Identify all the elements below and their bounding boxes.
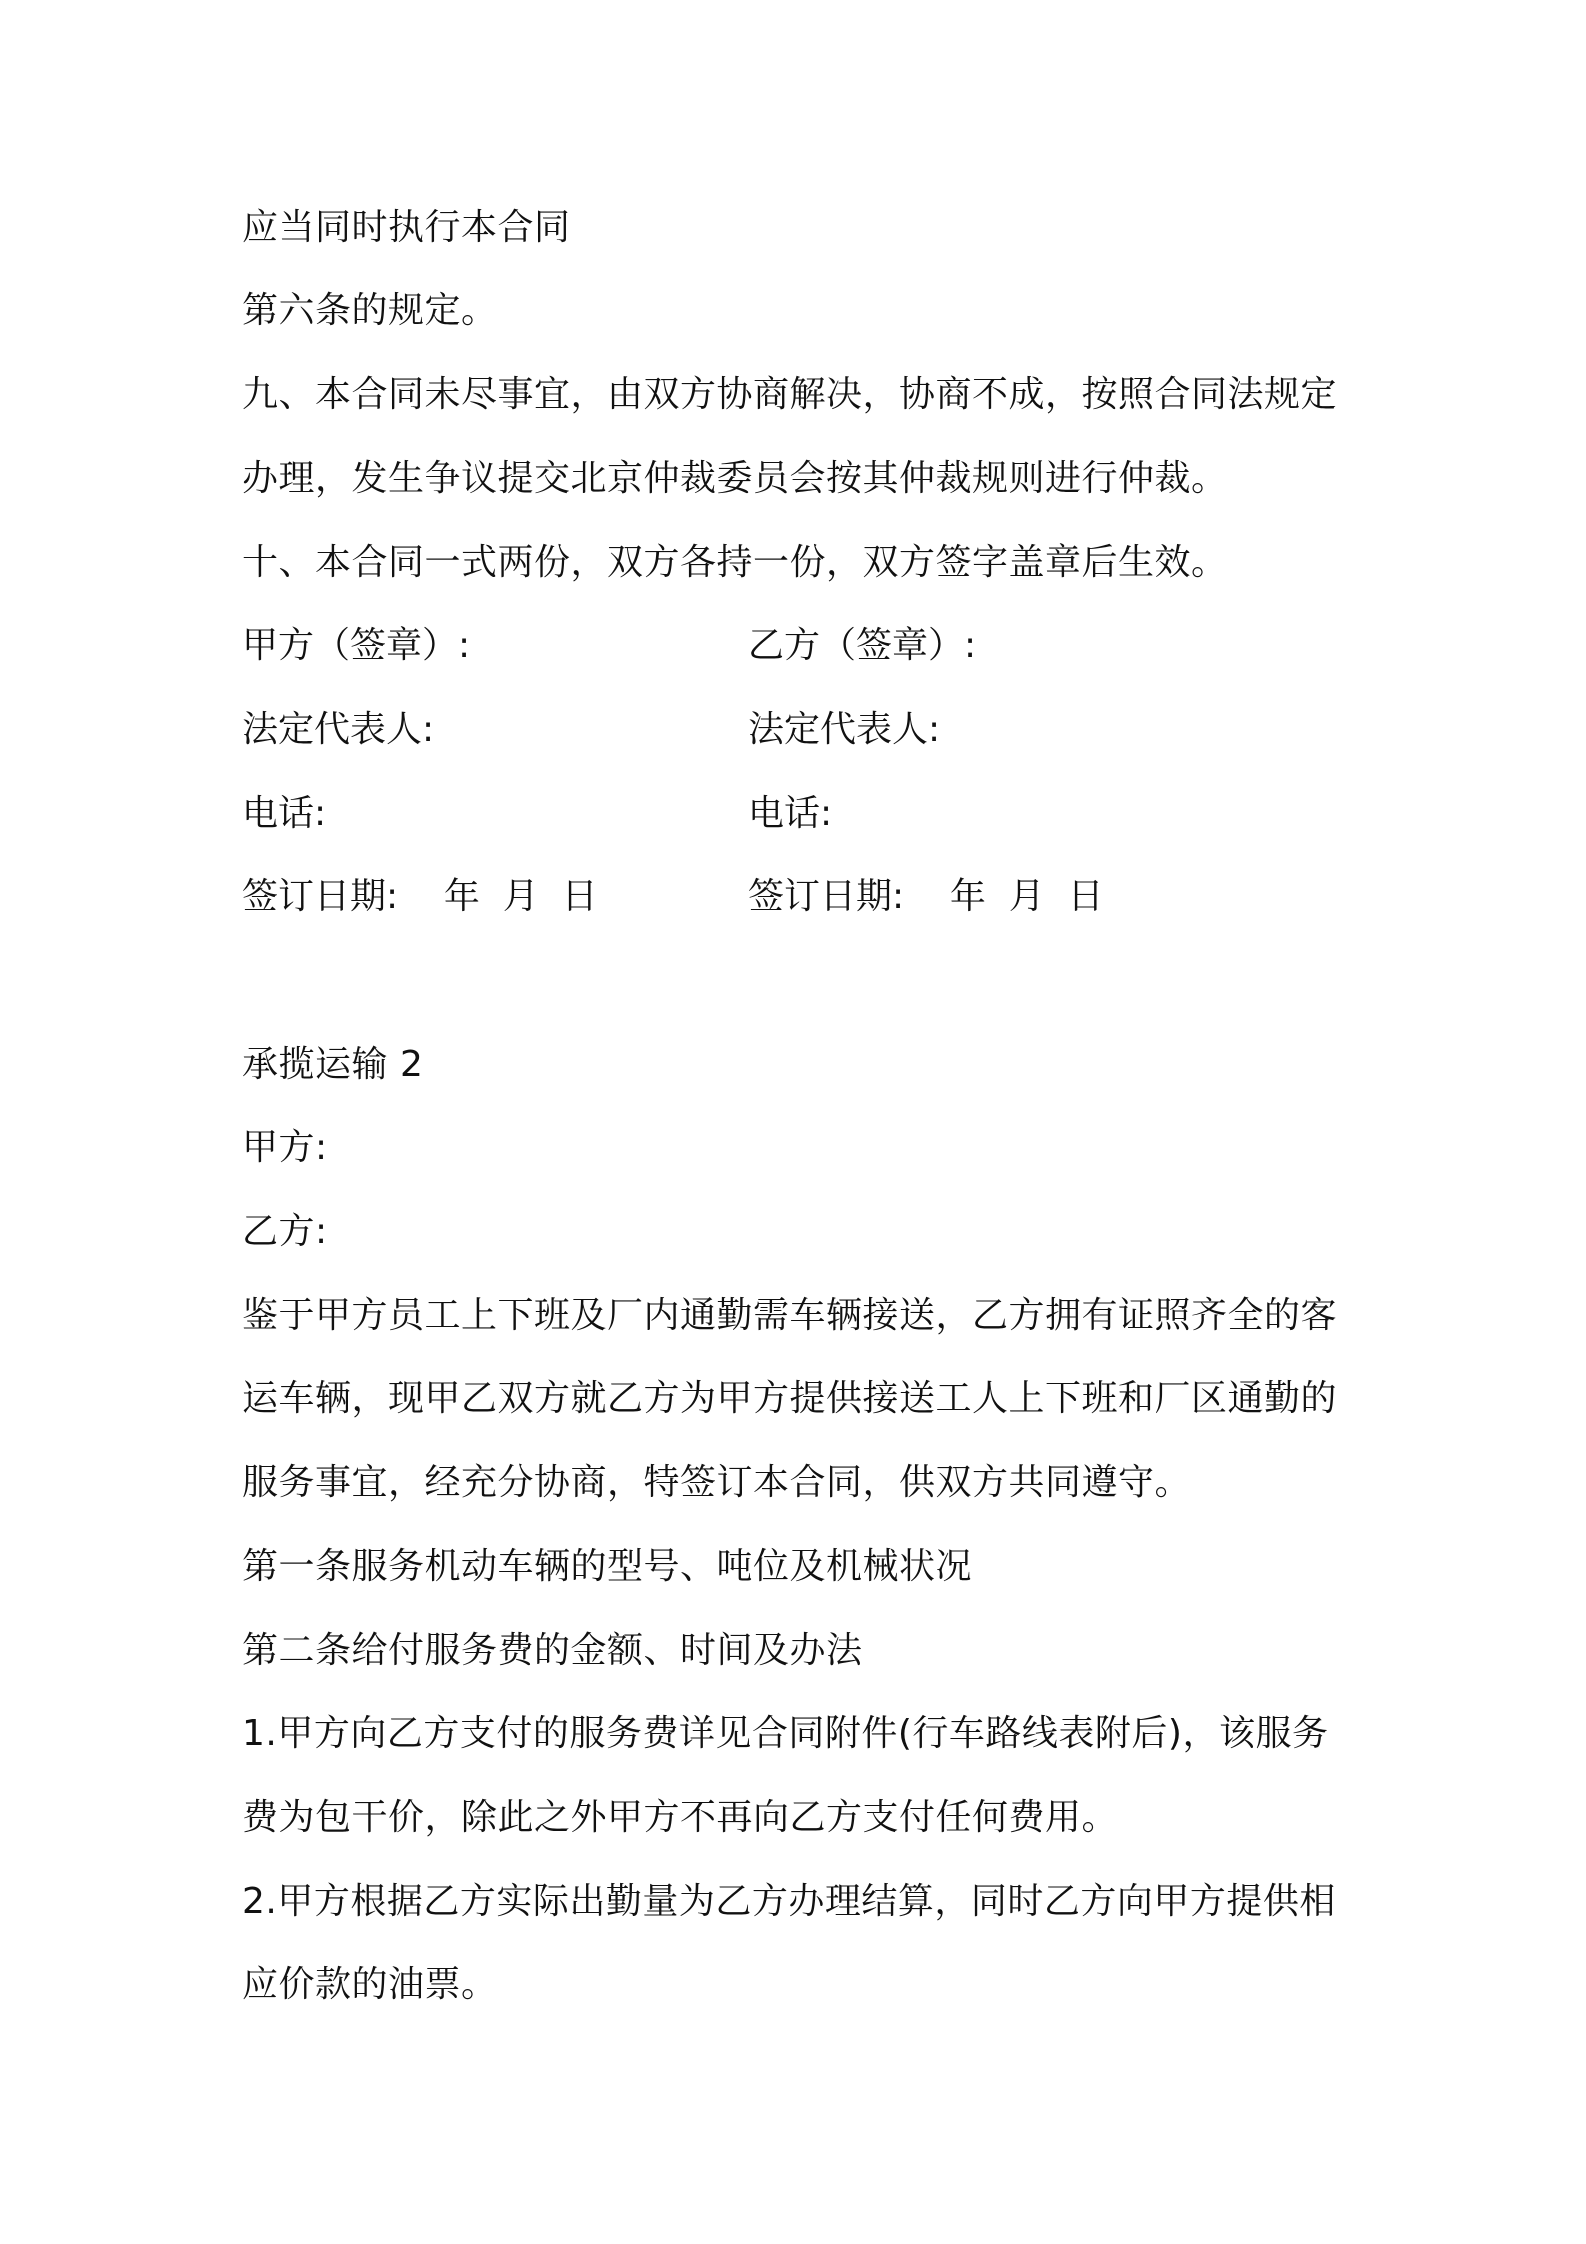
signature-row-seal (242, 622, 1362, 670)
item-one-line-2: 费为包干价，除此之外甲方不再向乙方支付任何费用。 (242, 1797, 1119, 1838)
preamble-line-1: 鉴于甲方员工上下班及厂内通勤需车辆接送，乙方拥有证照齐全的客 (242, 1295, 1338, 1336)
clause-nine-line-1: 九、本合同未尽事宜，由双方协商解决，协商不成，按照合同法规定 (242, 374, 1338, 415)
clause-ten-line: 十、本合同一式两份，双方各持一份，双方签字盖章后生效。 (242, 542, 1228, 583)
signature-row-representative (242, 706, 1362, 754)
signature-row-date (242, 873, 1362, 921)
party-a-label: 甲方: (242, 1127, 328, 1168)
party-b-representative-label: 法定代表人: (748, 709, 941, 750)
preamble-line-3: 服务事宜，经充分协商，特签订本合同，供双方共同遵守。 (242, 1462, 1192, 1503)
party-b-phone-label: 电话: (748, 793, 833, 834)
paragraph-line: 应当同时执行本合同 (242, 207, 571, 248)
party-b-seal-label: 乙方（签章）: (748, 625, 977, 666)
paragraph-line: 第六条的规定。 (242, 290, 498, 331)
article-two-heading: 第二条给付服务费的金额、时间及办法 (242, 1630, 863, 1671)
article-one-heading: 第一条服务机动车辆的型号、吨位及机械状况 (242, 1546, 973, 1587)
signature-row-phone (242, 790, 1362, 838)
preamble-line-2: 运车辆，现甲乙双方就乙方为甲方提供接送工人上下班和厂区通勤的 (242, 1378, 1338, 1419)
party-a-date-label: 签订日期: 年 月 日 (242, 876, 598, 917)
party-b-label: 乙方: (242, 1211, 328, 1252)
item-two-line-2: 应价款的油票。 (242, 1964, 498, 2005)
item-one-line-1: 1.甲方向乙方支付的服务费详见合同附件(行车路线表附后)，该服务 (242, 1713, 1329, 1754)
party-a-representative-label: 法定代表人: (242, 709, 435, 750)
section-title: 承揽运输 2 (242, 1044, 424, 1085)
item-two-line-1: 2.甲方根据乙方实际出勤量为乙方办理结算，同时乙方向甲方提供相 (242, 1881, 1336, 1922)
party-a-seal-label: 甲方（签章）: (242, 625, 471, 666)
party-a-phone-label: 电话: (242, 793, 327, 834)
clause-nine-line-2: 办理，发生争议提交北京仲裁委员会按其仲裁规则进行仲裁。 (242, 458, 1228, 499)
party-b-date-label: 签订日期: 年 月 日 (748, 876, 1104, 917)
